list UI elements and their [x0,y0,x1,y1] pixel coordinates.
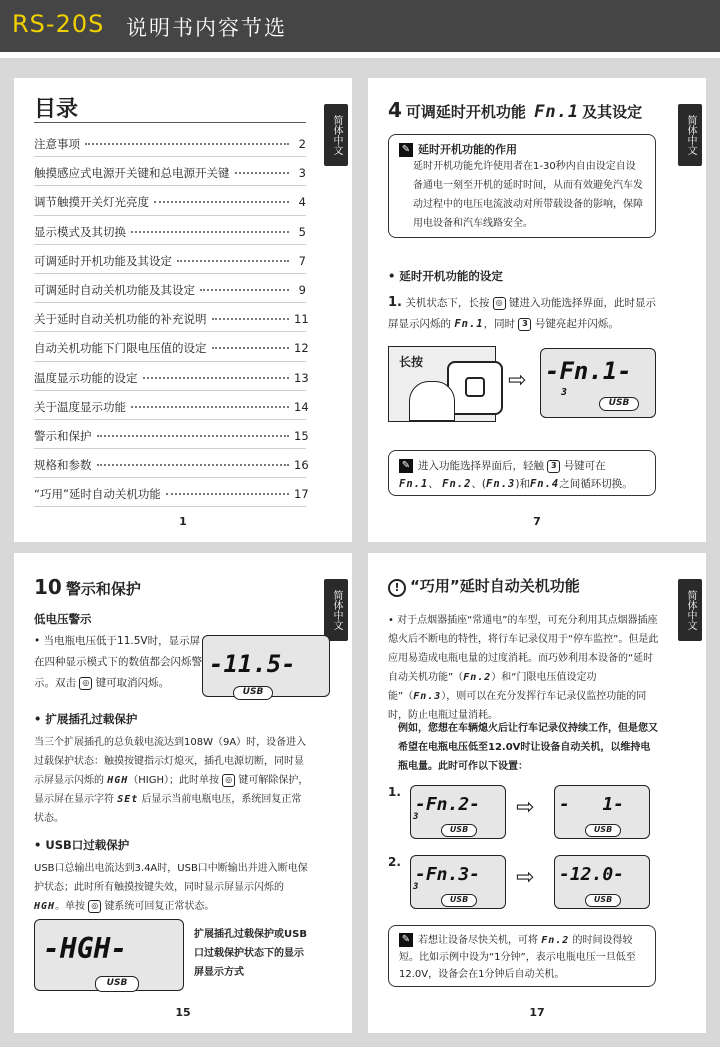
power-key-icon: ◎ [222,774,235,787]
bullet-heading: • 扩展插孔过载保护 [34,712,138,726]
lcd-display: -Fn.2- 3 USB [410,785,506,839]
toc-item[interactable]: 触摸感应式电源开关键和总电源开关键 3 [34,157,306,186]
toc-item[interactable]: 警示和保护 15 [34,420,306,449]
page-delay-on [368,78,706,542]
section-title: 10 警示和保护 [34,575,141,599]
bullet-heading: • USB口过载保护 [34,838,130,852]
header-bar [0,0,720,52]
usb-overload-text: USB口总输出电流达到3.4A时，USB口中断输出并进入断电保护状态；此时所有触摸按键失效，同时显示屏显示闪烁的 HGH。单按 ◎ 键系统可回复正常状态。 [34,863,308,912]
toc-item[interactable]: 自动关机功能下门限电压值的设定 12 [34,332,306,361]
lcd-caption: 扩展插孔过载保护或USB口过载保护状态下的显示屏显示方式 [194,929,307,978]
step-text: 1. 关机状态下，长按 ◎ 键进入功能选择界面，此时显示屏显示闪烁的 Fn.1，同时 3 号键亮起并闪烁。 [388,295,657,330]
note-icon: ✎ [399,459,413,473]
toc-title: 目录 [34,97,79,122]
page-warning [14,553,352,1033]
page-number: 1 [179,515,187,528]
info-box: ✎ 延时开机功能的作用 延时开机功能允许使用者在1-30秒内自由设定自设备通电一刻至开机的延时时间，从而有效避免汽车发动过程中的电压电流波动对所带载设备的影响，保障用电设备和汽车线路安全。 [388,134,656,238]
note-icon: ✎ [399,933,413,947]
subheading: 低电压警示 [34,612,92,626]
language-tab: 简体中文 [324,579,348,641]
lcd-display: -Fn.3- 3 USB [410,855,506,909]
section-title: ! “巧用”延时自动关机功能 [388,575,580,597]
key-3-icon: 3 [547,460,560,473]
note-box: ✎ 若想让设备尽快关机，可将 Fn.2 的时间设得较短。比如示例中设为“1分钟”，表示电瓶电压一旦低至12.0V，设备会在1分钟后自动关机。 [388,925,656,987]
language-tab: 简体中文 [324,104,348,166]
toc-item[interactable]: 可调延时开机功能及其设定 7 [34,245,306,274]
arrow-icon: ⇨ [508,368,527,393]
model-name: RS-20S [12,10,105,38]
toc-item[interactable]: 调节触摸开关灯光亮度 4 [34,186,306,215]
page-number: 17 [529,1006,545,1019]
intro-text: • 对于点烟器插座“常通电”的车型，可充分利用其点烟器插座熄火后不断电的特性，将行车记录仪用于“停车监控”。但是此应用易造成电瓶电量的过度消耗。而巧妙利用本设备的“延时自动关机功能”（Fn.2）和“门限电压值设定功能”（Fn.3），则可以在充分发挥行车记录仪监控功能的同时，防止电瓶过量消耗。 [388,615,659,721]
header-title: 说明书内容节选 [126,16,287,40]
toc-item[interactable]: 注意事项 2 [34,128,306,157]
finger-icon [409,381,455,421]
language-tab: 简体中文 [678,104,702,166]
lcd-display: -Fn.1- 3 USB [540,348,656,418]
example-text: 例如，您想在车辆熄火后让行车记录仪持续工作，但是您又希望在电瓶电压低至12.0V时让设备自动关机，以维持电瓶电量。此时可作以下设置： [398,723,658,772]
toc-item[interactable]: 关于延时自动关机功能的补充说明 11 [34,303,306,332]
lightbulb-icon: ! [388,579,406,597]
step-number: 1. [388,785,401,799]
fn1-code: Fn.1 [534,102,580,122]
toc-item[interactable]: 关于温度显示功能 14 [34,391,306,420]
power-key-icon: ◎ [79,677,92,690]
toc-item[interactable]: 可调延时自动关机功能及其设定 9 [34,274,306,303]
note-box: ✎ 进入功能选择界面后，轻触 3 号键可在 Fn.1、 Fn.2、(Fn.3)和Fn.4之间循环切换。 [388,450,656,496]
lcd-display: -11.5- USB [202,635,330,697]
power-key-icon: ◎ [88,900,101,913]
key-3-icon: 3 [518,318,531,331]
language-tab: 简体中文 [678,579,702,641]
lcd-display: - 1- USB [554,785,650,839]
page-toc [14,78,352,542]
toc-item[interactable]: “巧用”延时自动关机功能 17 [34,478,306,507]
toc-item[interactable]: 温度显示功能的设定 13 [34,362,306,391]
note-icon: ✎ [399,143,413,157]
page-tips [368,553,706,1033]
page-number: 7 [533,515,541,528]
touch-key-icon [447,361,503,415]
toc-divider [34,122,306,123]
toc-list [34,128,309,507]
toc-item[interactable]: 规格和参数 16 [34,449,306,478]
bullet-heading: • 延时开机功能的设定 [388,269,503,283]
page-number: 15 [175,1006,191,1019]
low-voltage-text: • 当电瓶电压低于11.5V时，显示屏在四种显示模式下的数值都会闪烁警示。双击 ◎ 键可取消闪烁。 [34,635,202,689]
long-press-illustration: 长按 [388,346,496,422]
section-title: 4 可调延时开机功能 Fn.1 及其设定 [388,98,643,122]
arrow-icon: ⇨ [516,795,535,820]
toc-item[interactable]: 显示模式及其切换 5 [34,216,306,245]
lcd-display: -12.0- USB [554,855,650,909]
power-key-icon: ◎ [493,297,506,310]
arrow-icon: ⇨ [516,865,535,890]
step-number: 2. [388,855,401,869]
ext-overload-text: 当三个扩展插孔的总负载电流达到108W（9A）时，设备进入过载保护状态：触摸按键指示灯熄灭，插孔电源切断，同时显示屏显示闪烁的 HGH（HIGH）；此时单按 ◎ 键可解除保护，显示屏在显示字符 SEt 后显示当前电瓶电压，系统回复正常状态。 [34,737,309,824]
lcd-display: -HGH- USB [34,919,184,991]
